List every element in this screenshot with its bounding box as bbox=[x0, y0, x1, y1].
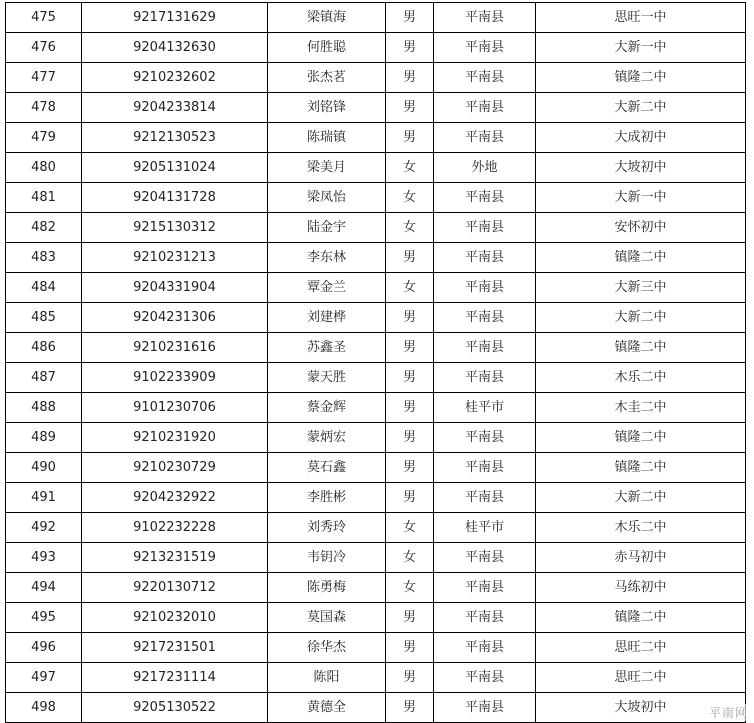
cell-school: 思旺二中 bbox=[536, 663, 746, 693]
table-row bbox=[6, 483, 746, 513]
cell-exam-id: 9204231306 bbox=[82, 303, 268, 333]
cell-area: 平南县 bbox=[434, 603, 536, 633]
cell-sex: 男 bbox=[386, 693, 434, 723]
cell-sex: 女 bbox=[386, 273, 434, 303]
cell-sex: 女 bbox=[386, 513, 434, 543]
cell-exam-id: 9212130523 bbox=[82, 123, 268, 153]
cell-area: 平南县 bbox=[434, 303, 536, 333]
cell-name: 梁镇海 bbox=[268, 3, 386, 33]
cell-area: 平南县 bbox=[434, 63, 536, 93]
cell-sex: 男 bbox=[386, 93, 434, 123]
cell-sex: 男 bbox=[386, 423, 434, 453]
table-row bbox=[6, 633, 746, 663]
cell-seq: 488 bbox=[6, 393, 82, 423]
cell-seq: 495 bbox=[6, 603, 82, 633]
table-row bbox=[6, 303, 746, 333]
cell-seq: 487 bbox=[6, 363, 82, 393]
cell-sex: 男 bbox=[386, 603, 434, 633]
cell-name: 陆金宇 bbox=[268, 213, 386, 243]
cell-seq: 482 bbox=[6, 213, 82, 243]
cell-name: 陈瑞镇 bbox=[268, 123, 386, 153]
cell-name: 莫石鑫 bbox=[268, 453, 386, 483]
cell-area: 平南县 bbox=[434, 93, 536, 123]
cell-exam-id: 9215130312 bbox=[82, 213, 268, 243]
cell-sex: 男 bbox=[386, 63, 434, 93]
table-row bbox=[6, 603, 746, 633]
cell-area: 平南县 bbox=[434, 273, 536, 303]
cell-name: 何胜聪 bbox=[268, 33, 386, 63]
cell-exam-id: 9217131629 bbox=[82, 3, 268, 33]
table-row bbox=[6, 573, 746, 603]
cell-exam-id: 9217231501 bbox=[82, 633, 268, 663]
cell-sex: 男 bbox=[386, 333, 434, 363]
table-row bbox=[6, 3, 746, 33]
cell-sex: 男 bbox=[386, 123, 434, 153]
table-row bbox=[6, 213, 746, 243]
cell-name: 苏鑫圣 bbox=[268, 333, 386, 363]
cell-exam-id: 9204331904 bbox=[82, 273, 268, 303]
cell-seq: 485 bbox=[6, 303, 82, 333]
table-row bbox=[6, 123, 746, 153]
cell-exam-id: 9101230706 bbox=[82, 393, 268, 423]
cell-area: 平南县 bbox=[434, 663, 536, 693]
cell-exam-id: 9102232228 bbox=[82, 513, 268, 543]
cell-exam-id: 9217231114 bbox=[82, 663, 268, 693]
cell-seq: 481 bbox=[6, 183, 82, 213]
cell-seq: 498 bbox=[6, 693, 82, 723]
cell-school: 大新二中 bbox=[536, 303, 746, 333]
table-row bbox=[6, 423, 746, 453]
table-row bbox=[6, 33, 746, 63]
cell-name: 蒙天胜 bbox=[268, 363, 386, 393]
cell-name: 莫国森 bbox=[268, 603, 386, 633]
table-row bbox=[6, 693, 746, 723]
cell-sex: 男 bbox=[386, 393, 434, 423]
cell-area: 平南县 bbox=[434, 363, 536, 393]
cell-name: 李胜彬 bbox=[268, 483, 386, 513]
watermark-text: 平南网 bbox=[708, 706, 748, 720]
cell-area: 平南县 bbox=[434, 543, 536, 573]
cell-seq: 490 bbox=[6, 453, 82, 483]
cell-sex: 女 bbox=[386, 153, 434, 183]
cell-name: 韦钥冷 bbox=[268, 543, 386, 573]
cell-seq: 478 bbox=[6, 93, 82, 123]
cell-sex: 男 bbox=[386, 453, 434, 483]
cell-area: 外地 bbox=[434, 153, 536, 183]
table-row bbox=[6, 273, 746, 303]
cell-exam-id: 9205130522 bbox=[82, 693, 268, 723]
table-row bbox=[6, 243, 746, 273]
cell-name: 刘秀玲 bbox=[268, 513, 386, 543]
cell-school: 镇隆二中 bbox=[536, 423, 746, 453]
cell-seq: 484 bbox=[6, 273, 82, 303]
cell-area: 平南县 bbox=[434, 333, 536, 363]
cell-area: 平南县 bbox=[434, 483, 536, 513]
cell-school: 大坡初中 bbox=[536, 153, 746, 183]
table-row bbox=[6, 93, 746, 123]
cell-name: 蔡金辉 bbox=[268, 393, 386, 423]
table-row bbox=[6, 153, 746, 183]
cell-name: 覃金兰 bbox=[268, 273, 386, 303]
table-row bbox=[6, 543, 746, 573]
table-row bbox=[6, 63, 746, 93]
table-row bbox=[6, 393, 746, 423]
cell-name: 陈勇梅 bbox=[268, 573, 386, 603]
cell-sex: 女 bbox=[386, 543, 434, 573]
cell-area: 平南县 bbox=[434, 183, 536, 213]
cell-school: 大新二中 bbox=[536, 483, 746, 513]
cell-area: 平南县 bbox=[434, 213, 536, 243]
table-row bbox=[6, 333, 746, 363]
cell-name: 蒙炳宏 bbox=[268, 423, 386, 453]
results-table-container bbox=[5, 2, 746, 723]
cell-name: 梁凤怡 bbox=[268, 183, 386, 213]
cell-seq: 493 bbox=[6, 543, 82, 573]
cell-exam-id: 9210232010 bbox=[82, 603, 268, 633]
cell-exam-id: 9210231920 bbox=[82, 423, 268, 453]
cell-name: 张杰茗 bbox=[268, 63, 386, 93]
cell-seq: 489 bbox=[6, 423, 82, 453]
cell-seq: 479 bbox=[6, 123, 82, 153]
cell-name: 刘建桦 bbox=[268, 303, 386, 333]
cell-exam-id: 9213231519 bbox=[82, 543, 268, 573]
cell-school: 思旺一中 bbox=[536, 3, 746, 33]
cell-area: 平南县 bbox=[434, 633, 536, 663]
cell-sex: 男 bbox=[386, 663, 434, 693]
cell-sex: 男 bbox=[386, 633, 434, 663]
cell-name: 陈阳 bbox=[268, 663, 386, 693]
cell-school: 大新二中 bbox=[536, 93, 746, 123]
cell-sex: 男 bbox=[386, 33, 434, 63]
cell-seq: 475 bbox=[6, 3, 82, 33]
cell-sex: 男 bbox=[386, 483, 434, 513]
cell-exam-id: 9210232602 bbox=[82, 63, 268, 93]
cell-area: 平南县 bbox=[434, 453, 536, 483]
cell-exam-id: 9204132630 bbox=[82, 33, 268, 63]
cell-area: 平南县 bbox=[434, 693, 536, 723]
cell-school: 镇隆二中 bbox=[536, 333, 746, 363]
cell-school: 镇隆二中 bbox=[536, 603, 746, 633]
cell-exam-id: 9204232922 bbox=[82, 483, 268, 513]
cell-school: 安怀初中 bbox=[536, 213, 746, 243]
cell-area: 平南县 bbox=[434, 123, 536, 153]
results-table bbox=[5, 2, 746, 723]
cell-school: 镇隆二中 bbox=[536, 63, 746, 93]
cell-area: 桂平市 bbox=[434, 393, 536, 423]
cell-sex: 男 bbox=[386, 303, 434, 333]
cell-exam-id: 9205131024 bbox=[82, 153, 268, 183]
cell-seq: 497 bbox=[6, 663, 82, 693]
cell-name: 梁美月 bbox=[268, 153, 386, 183]
cell-sex: 女 bbox=[386, 183, 434, 213]
cell-school: 大新一中 bbox=[536, 33, 746, 63]
cell-school: 大新一中 bbox=[536, 183, 746, 213]
table-row bbox=[6, 363, 746, 393]
cell-seq: 477 bbox=[6, 63, 82, 93]
cell-sex: 男 bbox=[386, 3, 434, 33]
cell-school: 木圭二中 bbox=[536, 393, 746, 423]
cell-seq: 483 bbox=[6, 243, 82, 273]
table-row bbox=[6, 183, 746, 213]
table-body bbox=[6, 3, 746, 723]
cell-exam-id: 9210230729 bbox=[82, 453, 268, 483]
cell-school: 思旺二中 bbox=[536, 633, 746, 663]
cell-sex: 男 bbox=[386, 363, 434, 393]
cell-sex: 女 bbox=[386, 213, 434, 243]
cell-area: 平南县 bbox=[434, 573, 536, 603]
cell-exam-id: 9220130712 bbox=[82, 573, 268, 603]
cell-school: 大成初中 bbox=[536, 123, 746, 153]
cell-exam-id: 9210231616 bbox=[82, 333, 268, 363]
cell-school: 马练初中 bbox=[536, 573, 746, 603]
cell-school: 赤马初中 bbox=[536, 543, 746, 573]
cell-school: 镇隆二中 bbox=[536, 453, 746, 483]
cell-exam-id: 9204233814 bbox=[82, 93, 268, 123]
cell-exam-id: 9204131728 bbox=[82, 183, 268, 213]
cell-school: 镇隆二中 bbox=[536, 243, 746, 273]
cell-seq: 496 bbox=[6, 633, 82, 663]
cell-school: 大新三中 bbox=[536, 273, 746, 303]
cell-exam-id: 9102233909 bbox=[82, 363, 268, 393]
cell-school: 木乐二中 bbox=[536, 513, 746, 543]
cell-area: 桂平市 bbox=[434, 513, 536, 543]
cell-sex: 女 bbox=[386, 573, 434, 603]
cell-name: 刘铭锋 bbox=[268, 93, 386, 123]
cell-seq: 476 bbox=[6, 33, 82, 63]
cell-area: 平南县 bbox=[434, 423, 536, 453]
table-row bbox=[6, 663, 746, 693]
cell-sex: 男 bbox=[386, 243, 434, 273]
cell-area: 平南县 bbox=[434, 33, 536, 63]
cell-seq: 491 bbox=[6, 483, 82, 513]
cell-area: 平南县 bbox=[434, 3, 536, 33]
cell-seq: 494 bbox=[6, 573, 82, 603]
table-row bbox=[6, 513, 746, 543]
cell-exam-id: 9210231213 bbox=[82, 243, 268, 273]
cell-area: 平南县 bbox=[434, 243, 536, 273]
cell-seq: 480 bbox=[6, 153, 82, 183]
cell-name: 李东林 bbox=[268, 243, 386, 273]
table-row bbox=[6, 453, 746, 483]
cell-school: 木乐二中 bbox=[536, 363, 746, 393]
cell-name: 徐华杰 bbox=[268, 633, 386, 663]
cell-seq: 486 bbox=[6, 333, 82, 363]
cell-school: 大坡初中 bbox=[536, 693, 746, 723]
cell-name: 黄德全 bbox=[268, 693, 386, 723]
cell-seq: 492 bbox=[6, 513, 82, 543]
